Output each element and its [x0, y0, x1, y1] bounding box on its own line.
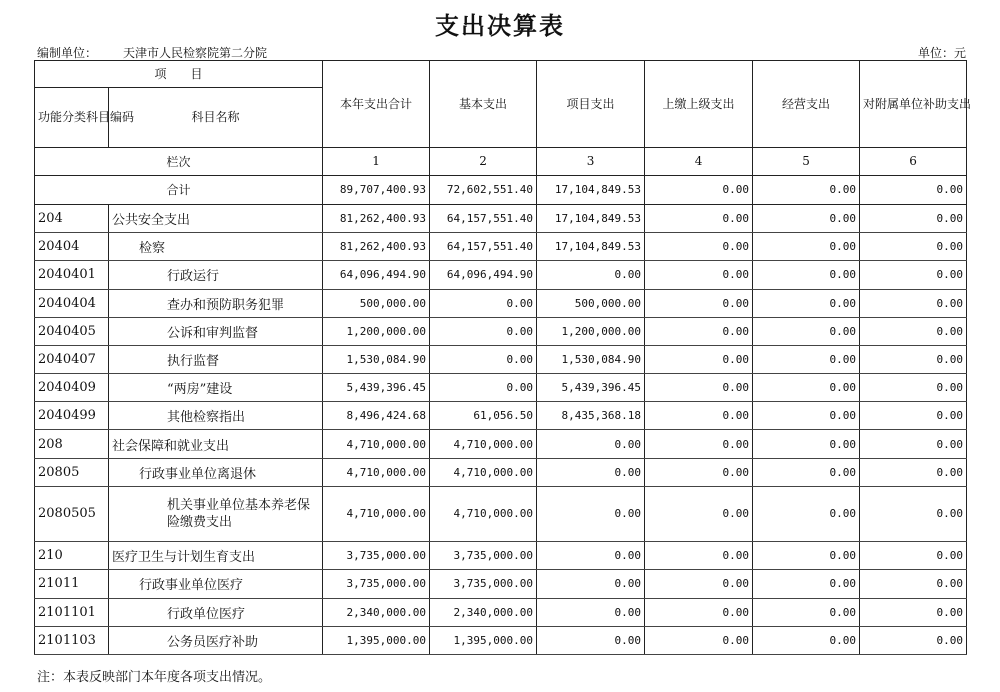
row-value: 0.00	[860, 233, 967, 261]
row-value: 0.00	[430, 317, 537, 345]
index-col: 4	[645, 147, 753, 175]
table-row	[35, 458, 967, 486]
table-row	[35, 289, 967, 317]
row-value: 1,395,000.00	[430, 626, 537, 654]
row-name: 社会保障和就业支出	[109, 430, 323, 458]
row-value: 1,200,000.00	[537, 317, 645, 345]
item-header: 项 目	[35, 61, 323, 88]
row-code: 2040404	[35, 289, 109, 317]
row-value: 0.00	[537, 598, 645, 626]
row-value: 0.00	[645, 598, 753, 626]
row-value: 81,262,400.93	[323, 233, 430, 261]
row-name: 行政单位医疗	[109, 598, 323, 626]
row-value: 3,735,000.00	[430, 570, 537, 598]
row-value: 0.00	[753, 345, 860, 373]
unit-name: 天津市人民检察院第二分院	[123, 46, 268, 60]
header-upper: 上缴上级支出	[645, 61, 753, 148]
row-value: 0.00	[645, 345, 753, 373]
row-name: 行政事业单位医疗	[109, 570, 323, 598]
row-value: 0.00	[645, 233, 753, 261]
row-value: 1,200,000.00	[323, 317, 430, 345]
row-value: 3,735,000.00	[430, 542, 537, 570]
row-value: 5,439,396.45	[323, 374, 430, 402]
row-value: 0.00	[753, 289, 860, 317]
table-row	[35, 317, 967, 345]
expenditure-table	[34, 60, 972, 655]
table-row	[35, 261, 967, 289]
row-name: 查办和预防职务犯罪	[109, 289, 323, 317]
row-value: 0.00	[860, 317, 967, 345]
row-code: 2101101	[35, 598, 109, 626]
row-value: 3,735,000.00	[323, 570, 430, 598]
row-code: 2040409	[35, 374, 109, 402]
row-value: 17,104,849.53	[537, 204, 645, 232]
header-operating: 经营支出	[753, 61, 860, 148]
row-code: 2101103	[35, 626, 109, 654]
row-value: 4,710,000.00	[323, 486, 430, 541]
row-value: 0.00	[645, 374, 753, 402]
row-code: 2040405	[35, 317, 109, 345]
row-value: 0.00	[645, 402, 753, 430]
row-name: 医疗卫生与计划生育支出	[109, 542, 323, 570]
header-total: 本年支出合计	[323, 61, 430, 148]
row-code: 204	[35, 204, 109, 232]
row-value: 3,735,000.00	[323, 542, 430, 570]
row-value: 2,340,000.00	[430, 598, 537, 626]
row-value: 0.00	[860, 430, 967, 458]
row-value: 0.00	[537, 430, 645, 458]
row-value: 0.00	[753, 261, 860, 289]
total-value: 0.00	[645, 175, 753, 204]
row-code: 21011	[35, 570, 109, 598]
row-value: 64,157,551.40	[430, 233, 537, 261]
index-col: 2	[430, 147, 537, 175]
header-basic: 基本支出	[430, 61, 537, 148]
table-row	[35, 233, 967, 261]
row-value: 0.00	[860, 458, 967, 486]
table-row	[35, 486, 967, 541]
row-value: 0.00	[645, 289, 753, 317]
row-name: 公共安全支出	[109, 204, 323, 232]
row-value: 0.00	[645, 317, 753, 345]
table-row	[35, 542, 967, 570]
row-value: 0.00	[860, 289, 967, 317]
row-value: 64,096,494.90	[430, 261, 537, 289]
row-value: 0.00	[645, 542, 753, 570]
row-name: 公诉和审判监督	[109, 317, 323, 345]
footnote: 注：本表反映部门本年度各项支出情况。	[37, 670, 272, 685]
table-row	[35, 204, 967, 232]
table-row	[35, 345, 967, 373]
preparer-line	[37, 44, 267, 61]
row-value: 0.00	[860, 542, 967, 570]
row-value: 4,710,000.00	[430, 486, 537, 541]
row-value: 1,530,084.90	[537, 345, 645, 373]
row-value: 0.00	[753, 374, 860, 402]
row-value: 4,710,000.00	[430, 458, 537, 486]
row-code: 2040401	[35, 261, 109, 289]
row-value: 0.00	[860, 486, 967, 541]
row-value: 0.00	[430, 374, 537, 402]
row-value: 0.00	[753, 204, 860, 232]
row-name: 机关事业单位基本养老保险缴费支出	[109, 486, 323, 541]
row-value: 0.00	[860, 374, 967, 402]
row-name: 行政事业单位离退休	[109, 458, 323, 486]
index-col: 3	[537, 147, 645, 175]
row-value: 0.00	[860, 402, 967, 430]
row-value: 0.00	[645, 626, 753, 654]
row-value: 81,262,400.93	[323, 204, 430, 232]
row-code: 2080505	[35, 486, 109, 541]
row-code: 210	[35, 542, 109, 570]
row-value: 0.00	[537, 626, 645, 654]
row-value: 0.00	[537, 458, 645, 486]
row-name: 检察	[109, 233, 323, 261]
table-row	[35, 430, 967, 458]
row-code: 20404	[35, 233, 109, 261]
row-value: 0.00	[430, 289, 537, 317]
row-value: 17,104,849.53	[537, 233, 645, 261]
row-value: 0.00	[753, 598, 860, 626]
row-value: 0.00	[860, 345, 967, 373]
row-value: 0.00	[860, 570, 967, 598]
table-row	[35, 626, 967, 654]
table-row	[35, 598, 967, 626]
header-code: 功能分类科目编码	[35, 88, 109, 147]
header-name: 科目名称	[109, 88, 323, 147]
row-value: 61,056.50	[430, 402, 537, 430]
index-col: 5	[753, 147, 860, 175]
row-name: 行政运行	[109, 261, 323, 289]
row-value: 0.00	[645, 458, 753, 486]
row-value: 0.00	[537, 542, 645, 570]
row-name: 执行监督	[109, 345, 323, 373]
index-col: 1	[323, 147, 430, 175]
row-value: 0.00	[753, 458, 860, 486]
row-value: 0.00	[860, 261, 967, 289]
row-value: 2,340,000.00	[323, 598, 430, 626]
row-value: 0.00	[860, 626, 967, 654]
row-value: 4,710,000.00	[323, 458, 430, 486]
row-value: 0.00	[753, 542, 860, 570]
row-value: 0.00	[645, 486, 753, 541]
row-value: 0.00	[860, 598, 967, 626]
row-value: 1,530,084.90	[323, 345, 430, 373]
row-value: 4,710,000.00	[323, 430, 430, 458]
row-name: 其他检察指出	[109, 402, 323, 430]
row-value: 0.00	[753, 430, 860, 458]
total-value: 0.00	[753, 175, 860, 204]
row-value: 0.00	[645, 430, 753, 458]
row-value: 5,439,396.45	[537, 374, 645, 402]
header-project: 项目支出	[537, 61, 645, 148]
unit-label: 编制单位：	[37, 46, 98, 60]
row-code: 208	[35, 430, 109, 458]
row-value: 8,435,368.18	[537, 402, 645, 430]
table-row	[35, 402, 967, 430]
row-value: 0.00	[753, 402, 860, 430]
index-row-label: 栏次	[35, 147, 323, 175]
row-value: 500,000.00	[323, 289, 430, 317]
row-code: 20805	[35, 458, 109, 486]
index-col: 6	[860, 147, 967, 175]
row-code: 2040499	[35, 402, 109, 430]
header-subsidy: 对附属单位补助支出	[860, 61, 967, 148]
row-name: “两房”建设	[109, 374, 323, 402]
row-value: 0.00	[753, 626, 860, 654]
row-value: 0.00	[537, 261, 645, 289]
row-value: 0.00	[753, 486, 860, 541]
row-value: 0.00	[753, 570, 860, 598]
row-value: 0.00	[645, 570, 753, 598]
row-value: 0.00	[753, 233, 860, 261]
row-name: 公务员医疗补助	[109, 626, 323, 654]
currency-unit: 单位：元	[917, 46, 966, 60]
row-value: 0.00	[753, 317, 860, 345]
page-title: 支出决算表	[435, 11, 565, 40]
total-value: 72,602,551.40	[430, 175, 537, 204]
row-value: 0.00	[430, 345, 537, 373]
row-code: 2040407	[35, 345, 109, 373]
table-row	[35, 374, 967, 402]
row-value: 64,096,494.90	[323, 261, 430, 289]
total-value: 17,104,849.53	[537, 175, 645, 204]
row-value: 1,395,000.00	[323, 626, 430, 654]
total-value: 89,707,400.93	[323, 175, 430, 204]
table-row	[35, 570, 967, 598]
row-value: 64,157,551.40	[430, 204, 537, 232]
total-value: 0.00	[860, 175, 967, 204]
row-value: 8,496,424.68	[323, 402, 430, 430]
row-value: 0.00	[537, 486, 645, 541]
row-value: 4,710,000.00	[430, 430, 537, 458]
row-value: 500,000.00	[537, 289, 645, 317]
row-value: 0.00	[537, 570, 645, 598]
row-value: 0.00	[645, 204, 753, 232]
row-value: 0.00	[860, 204, 967, 232]
total-row-label: 合计	[35, 175, 323, 204]
row-value: 0.00	[645, 261, 753, 289]
